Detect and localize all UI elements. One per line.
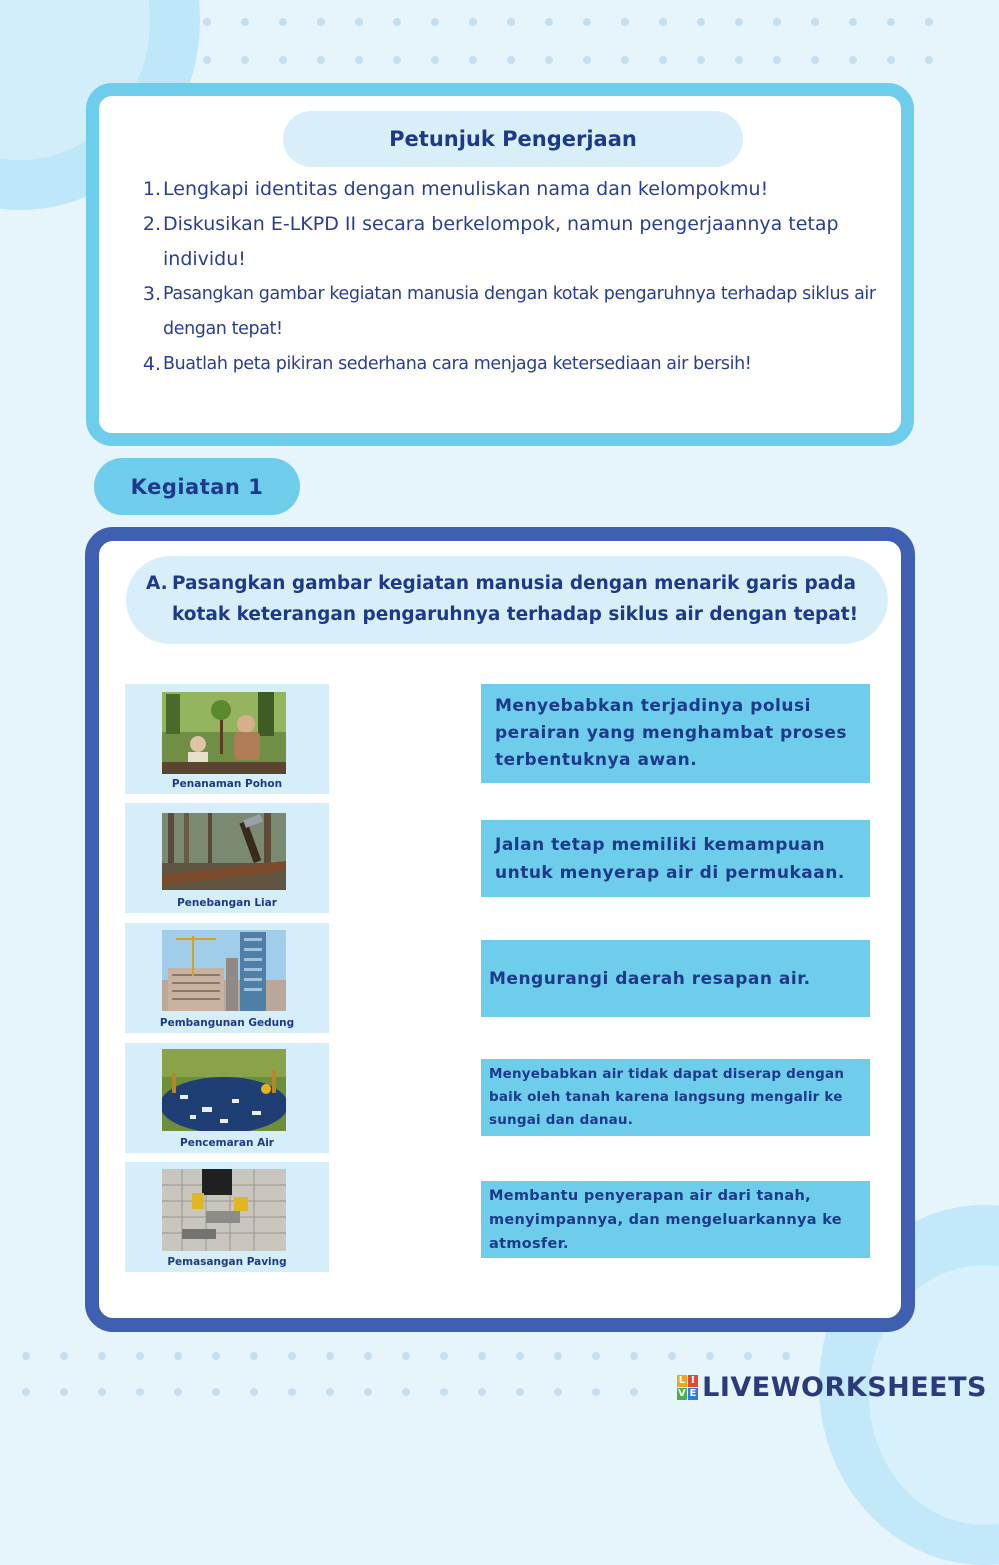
building-construction-photo bbox=[162, 930, 286, 1011]
image-label: Penanaman Pohon bbox=[171, 778, 283, 790]
question-prompt bbox=[126, 556, 888, 644]
water-pollution-photo bbox=[162, 1049, 286, 1131]
dot-pattern-top-1 bbox=[203, 18, 963, 26]
question-text: Pasangkan gambar kegiatan manusia dengan menarik garis pada kotak keterangan pengaruhnya terhadap siklus air dengan tepat! bbox=[172, 573, 859, 625]
image-card-pembangunan-gedung[interactable] bbox=[125, 923, 329, 1033]
instruction-number: 3. bbox=[142, 283, 161, 305]
activity-label: Kegiatan 1 bbox=[94, 458, 300, 515]
image-card-penebangan-liar[interactable] bbox=[125, 803, 329, 913]
logo-letter: I bbox=[688, 1375, 698, 1387]
liveworksheets-logo-icon bbox=[677, 1375, 698, 1400]
image-card-pencemaran-air[interactable] bbox=[125, 1043, 329, 1153]
paving-installation-photo bbox=[162, 1169, 286, 1251]
illegal-logging-photo bbox=[162, 813, 286, 890]
answer-text: Menyebabkan air tidak dapat diserap dengan baik oleh tanah karena langsung mengalir ke sungai dan danau. bbox=[489, 1066, 845, 1128]
answer-text: Menyebabkan terjadinya polusi perairan yang menghambat proses terbentuknya awan. bbox=[495, 696, 847, 770]
dot-pattern-bottom-2 bbox=[22, 1388, 668, 1396]
dot-pattern-top-2 bbox=[203, 56, 963, 64]
answer-box-5[interactable] bbox=[481, 1181, 870, 1258]
answer-box-1[interactable] bbox=[481, 684, 870, 783]
answer-text: Mengurangi daerah resapan air. bbox=[489, 968, 811, 989]
image-card-penanaman-pohon[interactable] bbox=[125, 684, 329, 794]
instruction-item-2 bbox=[137, 207, 897, 277]
logo-letter: V bbox=[678, 1388, 687, 1399]
brand-name: LIVEWORKSHEETS bbox=[702, 1372, 987, 1403]
answer-box-4[interactable] bbox=[481, 1059, 870, 1136]
instructions-list bbox=[137, 172, 897, 382]
instruction-number: 1. bbox=[142, 178, 161, 200]
logo-letter: E bbox=[689, 1388, 697, 1399]
instruction-number: 2. bbox=[142, 213, 161, 235]
question-letter: A. bbox=[146, 573, 168, 594]
answer-box-3[interactable] bbox=[481, 940, 870, 1017]
dot-pattern-bottom-1 bbox=[22, 1352, 820, 1360]
instruction-text: Pasangkan gambar kegiatan manusia dengan kotak pengaruhnya terhadap siklus air dengan tepat! bbox=[163, 284, 876, 339]
image-label: Pencemaran Air bbox=[180, 1137, 274, 1149]
answer-text: Jalan tetap memiliki kemampuan untuk menyerap air di permukaan. bbox=[495, 834, 845, 883]
instruction-number: 4. bbox=[142, 353, 161, 375]
instructions-panel bbox=[86, 83, 914, 446]
logo-letter: L bbox=[678, 1375, 686, 1386]
instruction-text: Lengkapi identitas dengan menuliskan nama dan kelompokmu! bbox=[163, 178, 769, 200]
instruction-item-1 bbox=[137, 172, 897, 207]
image-label: Pemasangan Paving bbox=[167, 1256, 287, 1268]
activity-panel bbox=[85, 527, 915, 1332]
instructions-title: Petunjuk Pengerjaan bbox=[283, 111, 743, 167]
liveworksheets-brand bbox=[677, 1372, 987, 1403]
image-label: Pembangunan Gedung bbox=[159, 1017, 295, 1029]
tree-planting-photo bbox=[162, 692, 286, 774]
instruction-item-3 bbox=[137, 277, 897, 347]
instruction-item-4 bbox=[137, 347, 897, 382]
image-label: Penebangan Liar bbox=[177, 897, 277, 909]
instruction-text: Diskusikan E-LKPD II secara berkelompok, namun pengerjaannya tetap individu! bbox=[163, 213, 839, 270]
image-card-pemasangan-paving[interactable] bbox=[125, 1162, 329, 1272]
answer-box-2[interactable] bbox=[481, 820, 870, 897]
answer-text: Membantu penyerapan air dari tanah, menyimpannya, dan mengeluarkannya ke atmosfer. bbox=[489, 1187, 842, 1252]
instruction-text: Buatlah peta pikiran sederhana cara menjaga ketersediaan air bersih! bbox=[163, 354, 752, 374]
